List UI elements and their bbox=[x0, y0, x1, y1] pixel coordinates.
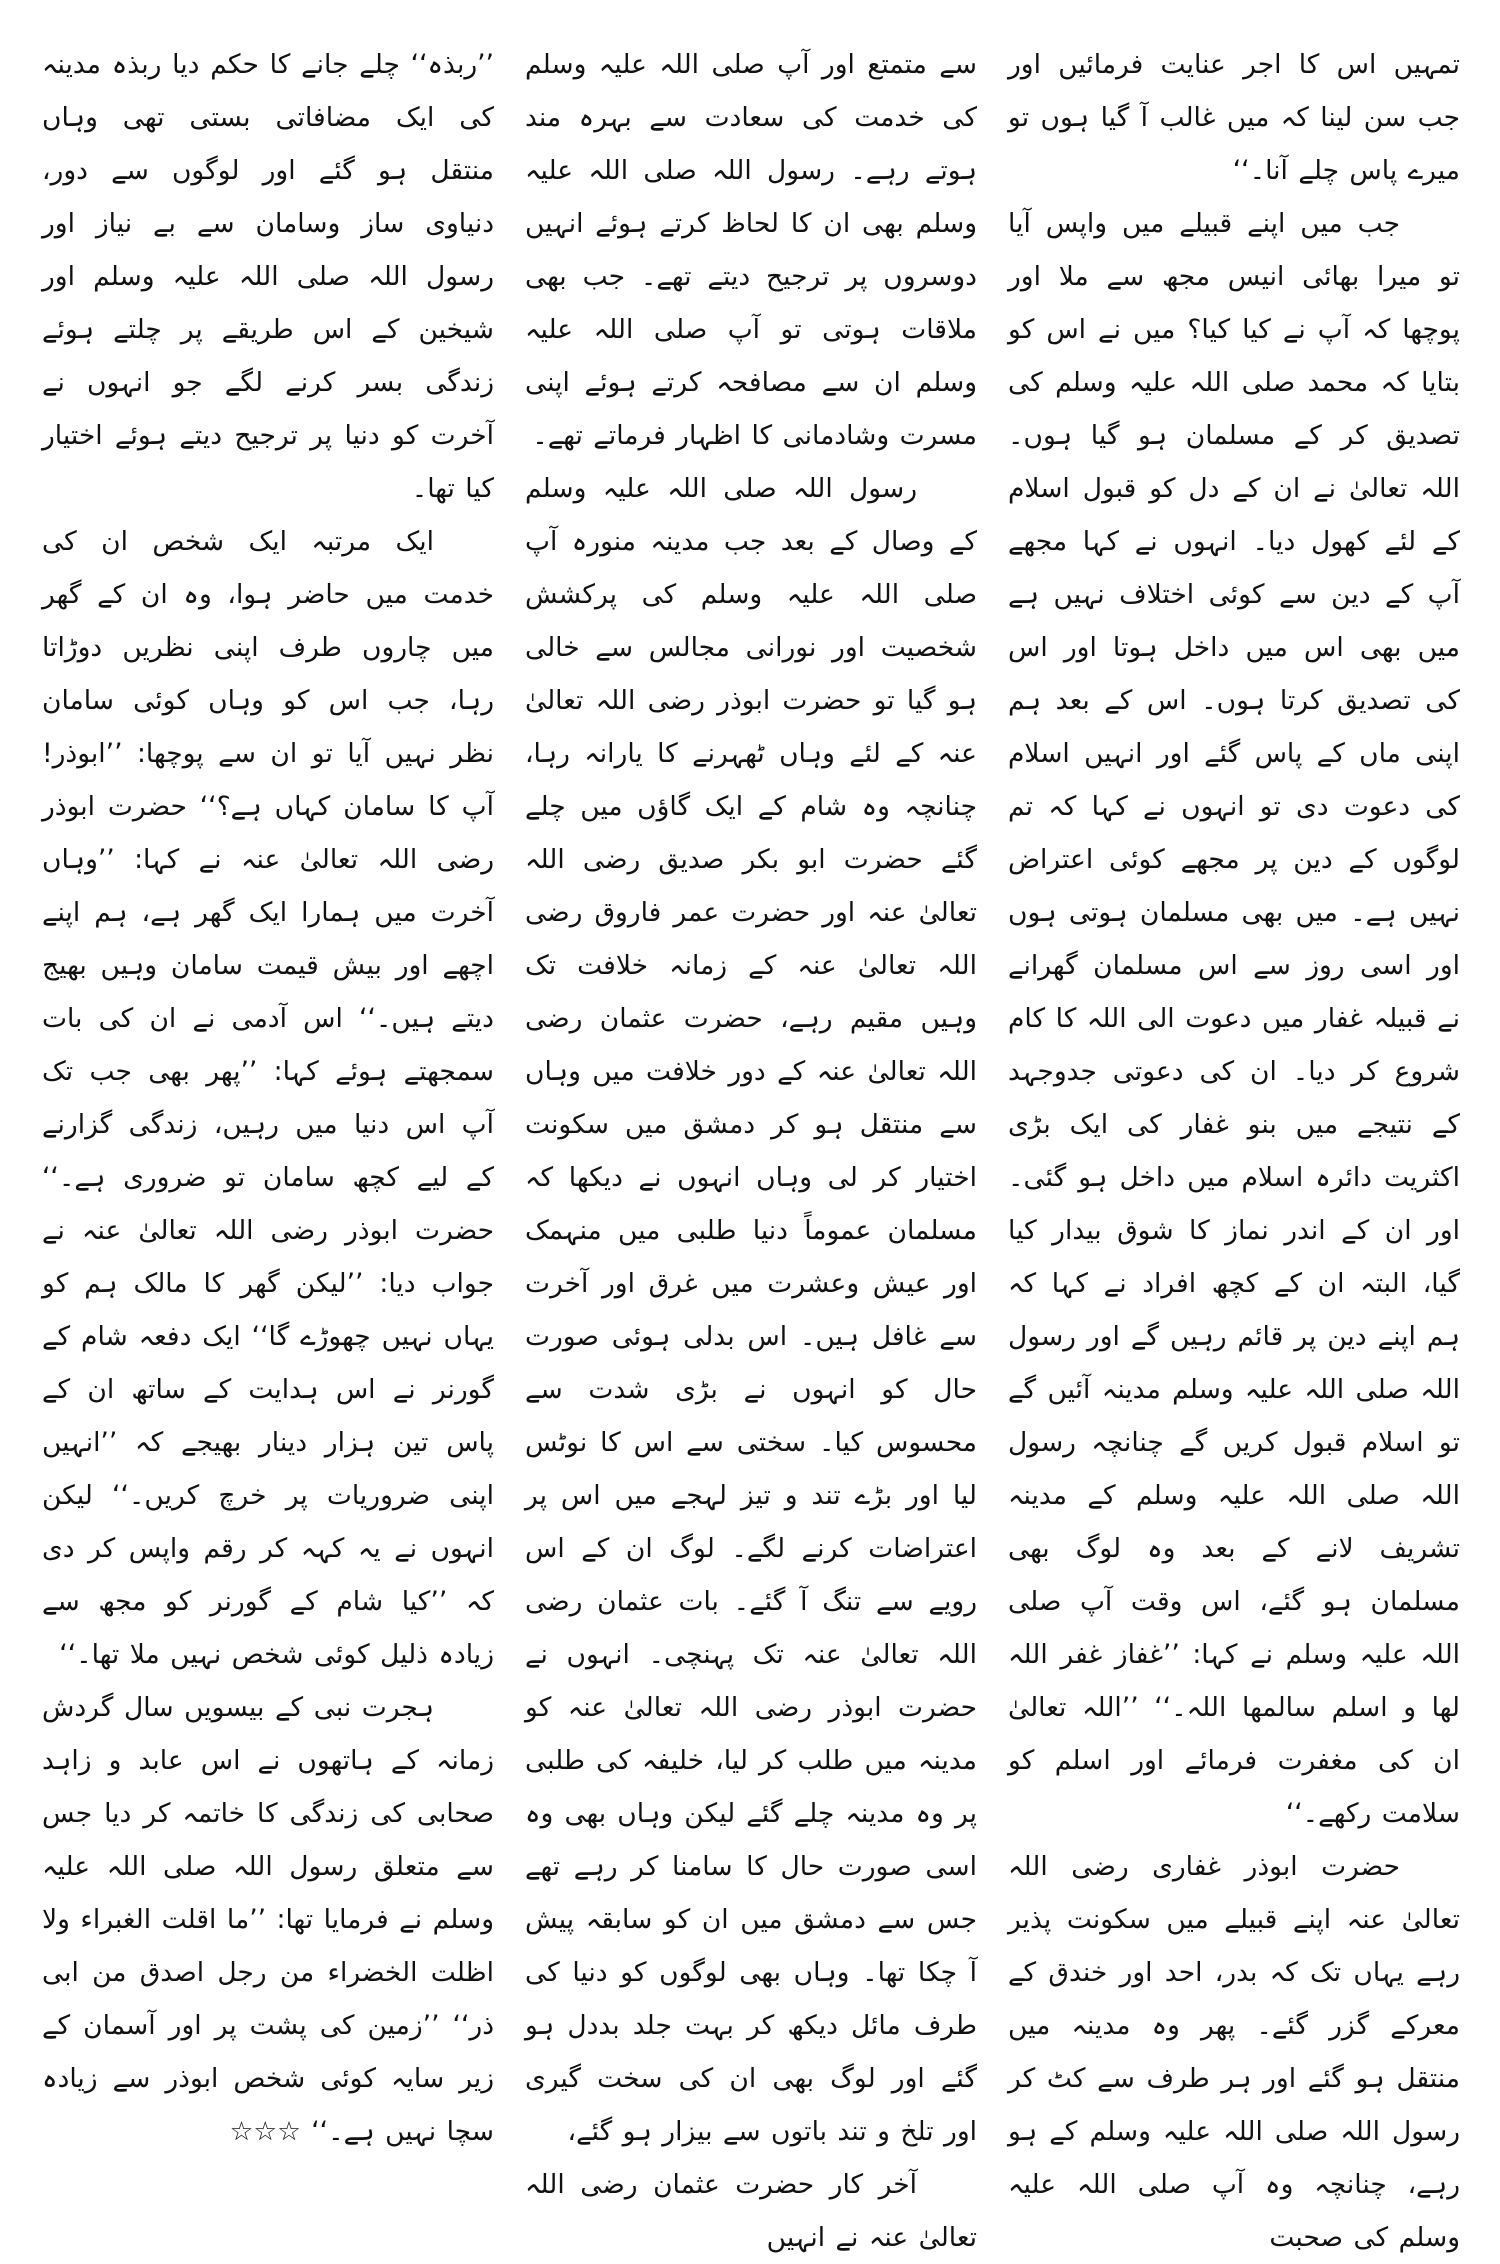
paragraph: ’’ربذہ‘‘ چلے جانے کا حکم دیا ربذہ مدینہ کی ایک مضافاتی بستی تھی وہاں منتقل ہو گئے اور لوگوں سے دور، دنیاوی ساز وسامان سے بے نیاز اور رسول اللہ صلی اللہ علیہ وسلم اور شیخین کے اس طریقے پر چلتے ہوئے زندگی بسر کرنے لگے جو انہوں نے آخرت کو دنیا پر ترجیح دیتے ہوئے اختیار کیا تھا۔ bbox=[42, 49, 494, 504]
paragraph: ہجرت نبی کے بیسویں سال گردش زمانہ کے ہاتھوں نے اس عابد و زاہد صحابی کی زندگی کا خاتمہ کر دیا جس سے متعلق رسول اللہ صلی اللہ علیہ وسلم نے فرمایا تھا: ’’ما اقلت الغبراء ولا اظلت الخضراء من رجل اصدق من ابی ذر‘‘ ’’زمین کی پشت پر اور آسمان کے زیر سایہ کوئی شخص ابوذر سے زیادہ سچا نہیں ہے۔‘‘ ☆☆☆ bbox=[42, 1692, 494, 2147]
paragraph: تمہیں اس کا اجر عنایت فرمائیں اور جب سن لینا کہ میں غالب آ گیا ہوں تو میرے پاس چلے آنا۔‘‘ bbox=[1008, 49, 1460, 186]
paragraph: ایک مرتبہ ایک شخص ان کی خدمت میں حاضر ہوا، وہ ان کے گھر میں چاروں طرف اپنی نظریں دوڑاتا رہا، جب اس کو وہاں کوئی سامان نظر نہیں آیا تو ان سے پوچھا: ’’ابوذر! آپ کا سامان کہاں ہے؟‘‘ حضرت ابوذر رضی اللہ تعالیٰ عنہ نے کہا: ’’وہاں آخرت میں ہمارا ایک گھر ہے، ہم اپنے اچھے اور بیش قیمت سامان وہیں بھیج دیتے ہیں۔‘‘ اس آدمی نے ان کی بات سمجھتے ہوئے کہا: ’’پھر بھی جب تک آپ اس دنیا میں رہیں، زندگی گزارنے کے لیے کچھ سامان تو ضروری ہے۔‘‘ حضرت ابوذر رضی اللہ تعالیٰ عنہ نے جواب دیا: ’’لیکن گھر کا مالک ہم کو یہاں نہیں چھوڑے گا‘‘ ایک دفعہ شام کے گورنر نے اس ہدایت کے ساتھ ان کے پاس تین ہزار دینار بھیجے کہ ’’انہیں اپنی ضروریات پر خرچ کریں۔‘‘ لیکن انہوں نے یہ کہہ کر رقم واپس کر دی کہ ’’کیا شام کے گورنر کو مجھ سے زیادہ ذلیل کوئی شخص نہیں ملا تھا۔‘‘ bbox=[42, 526, 494, 1670]
paragraph: حضرت ابوذر غفاری رضی اللہ تعالیٰ عنہ اپنے قبیلے میں سکونت پذیر رہے یہاں تک کہ بدر، احد اور خندق کے معرکے گزر گئے۔ پھر وہ مدینہ میں منتقل ہو گئے اور ہر طرف سے کٹ کر رسول اللہ صلی اللہ علیہ وسلم کے ہو رہے، چنانچہ وہ آپ صلی اللہ علیہ وسلم کی صحبت bbox=[1008, 1851, 1460, 2253]
paragraph: جب میں اپنے قبیلے میں واپس آیا تو میرا بھائی انیس مجھ سے ملا اور پوچھا کہ آپ نے کیا کیا؟ میں نے اس کو بتایا کہ محمد صلی اللہ علیہ وسلم کی تصدیق کر کے مسلمان ہو گیا ہوں۔ اللہ تعالیٰ نے ان کے دل کو قبول اسلام کے لئے کھول دیا۔ انہوں نے کہا مجھے آپ کے دین سے کوئی اختلاف نہیں ہے میں بھی اس میں داخل ہوتا اور اس کی تصدیق کرتا ہوں۔ اس کے بعد ہم اپنی ماں کے پاس گئے اور انہیں اسلام کی دعوت دی تو انہوں نے کہا کہ تم لوگوں کے دین پر مجھے کوئی اعتراض نہیں ہے۔ میں بھی مسلمان ہوتی ہوں اور اسی روز سے اس مسلمان گھرانے نے قبیلہ غفار میں دعوت الی اللہ کا کام شروع کر دیا۔ ان کی دعوتی جدوجہد کے نتیجے میں بنو غفار کی ایک بڑی اکثریت دائرہ اسلام میں داخل ہو گئی۔ اور ان کے اندر نماز کا شوق بیدار کیا گیا، البتہ ان کے کچھ افراد نے کہا کہ ہم اپنے دین پر قائم رہیں گے اور رسول اللہ صلی اللہ علیہ وسلم مدینہ آئیں گے تو اسلام قبول کریں گے چنانچہ رسول اللہ صلی اللہ علیہ وسلم کے مدینہ تشریف لانے کے بعد وہ لوگ بھی مسلمان ہو گئے، اس وقت آپ صلی اللہ علیہ وسلم نے کہا: ’’غفاز غفر اللہ لھا و اسلم سالمھا اللہ۔‘‘ ’’اللہ تعالیٰ ان کی مغفرت فرمائے اور اسلم کو سلامت رکھے۔‘‘ bbox=[1008, 208, 1460, 1829]
article-column-middle bbox=[525, 38, 977, 2253]
article-column-left bbox=[42, 38, 494, 2188]
paragraph: رسول اللہ صلی اللہ علیہ وسلم کے وصال کے بعد جب مدینہ منورہ آپ صلی اللہ علیہ وسلم کی پرکشش شخصیت اور نورانی مجالس سے خالی ہو گیا تو حضرت ابوذر رضی اللہ تعالیٰ عنہ کے لئے وہاں ٹھہرنے کا یارانہ رہا، چنانچہ وہ شام کے ایک گاؤں میں چلے گئے حضرت ابو بکر صدیق رضی اللہ تعالیٰ عنہ اور حضرت عمر فاروق رضی اللہ تعالیٰ عنہ کے زمانہ خلافت تک وہیں مقیم رہے، حضرت عثمان رضی اللہ تعالیٰ عنہ کے دور خلافت میں وہاں سے منتقل ہو کر دمشق میں سکونت اختیار کر لی وہاں انہوں نے دیکھا کہ مسلمان عموماً دنیا طلبی میں منہمک اور عیش وعشرت میں غرق اور آخرت سے غافل ہیں۔ اس بدلی ہوئی صورت حال کو انہوں نے بڑی شدت سے محسوس کیا۔ سختی سے اس کا نوٹس لیا اور بڑے تند و تیز لہجے میں اس پر اعتراضات کرنے لگے۔ لوگ ان کے اس رویے سے تنگ آ گئے۔ بات عثمان رضی اللہ تعالیٰ عنہ تک پہنچی۔ انہوں نے حضرت ابوذر رضی اللہ تعالیٰ عنہ کو مدینہ میں طلب کر لیا، خلیفہ کی طلبی پر وہ مدینہ چلے گئے لیکن وہاں بھی وہ اسی صورت حال کا سامنا کر رہے تھے جس سے دمشق میں ان کو سابقہ پیش آ چکا تھا۔ وہاں بھی لوگوں کو دنیا کی طرف مائل دیکھ کر بہت جلد بددل ہو گئے اور لوگ بھی ان کی سخت گیری اور تلخ و تند باتوں سے بیزار ہو گئے، bbox=[525, 473, 977, 2147]
article-column-right bbox=[1008, 38, 1460, 2253]
paragraph: آخر کار حضرت عثمان رضی اللہ تعالیٰ عنہ نے انہیں bbox=[525, 2169, 977, 2253]
paragraph: سے متمتع اور آپ صلی اللہ علیہ وسلم کی خدمت کی سعادت سے بہرہ مند ہوتے رہے۔ رسول اللہ صلی اللہ علیہ وسلم بھی ان کا لحاظ کرتے ہوئے انہیں دوسروں پر ترجیح دیتے تھے۔ جب بھی ملاقات ہوتی تو آپ صلی اللہ علیہ وسلم ان سے مصافحہ کرتے ہوئے اپنی مسرت وشادمانی کا اظہار فرماتے تھے۔ bbox=[525, 49, 977, 451]
